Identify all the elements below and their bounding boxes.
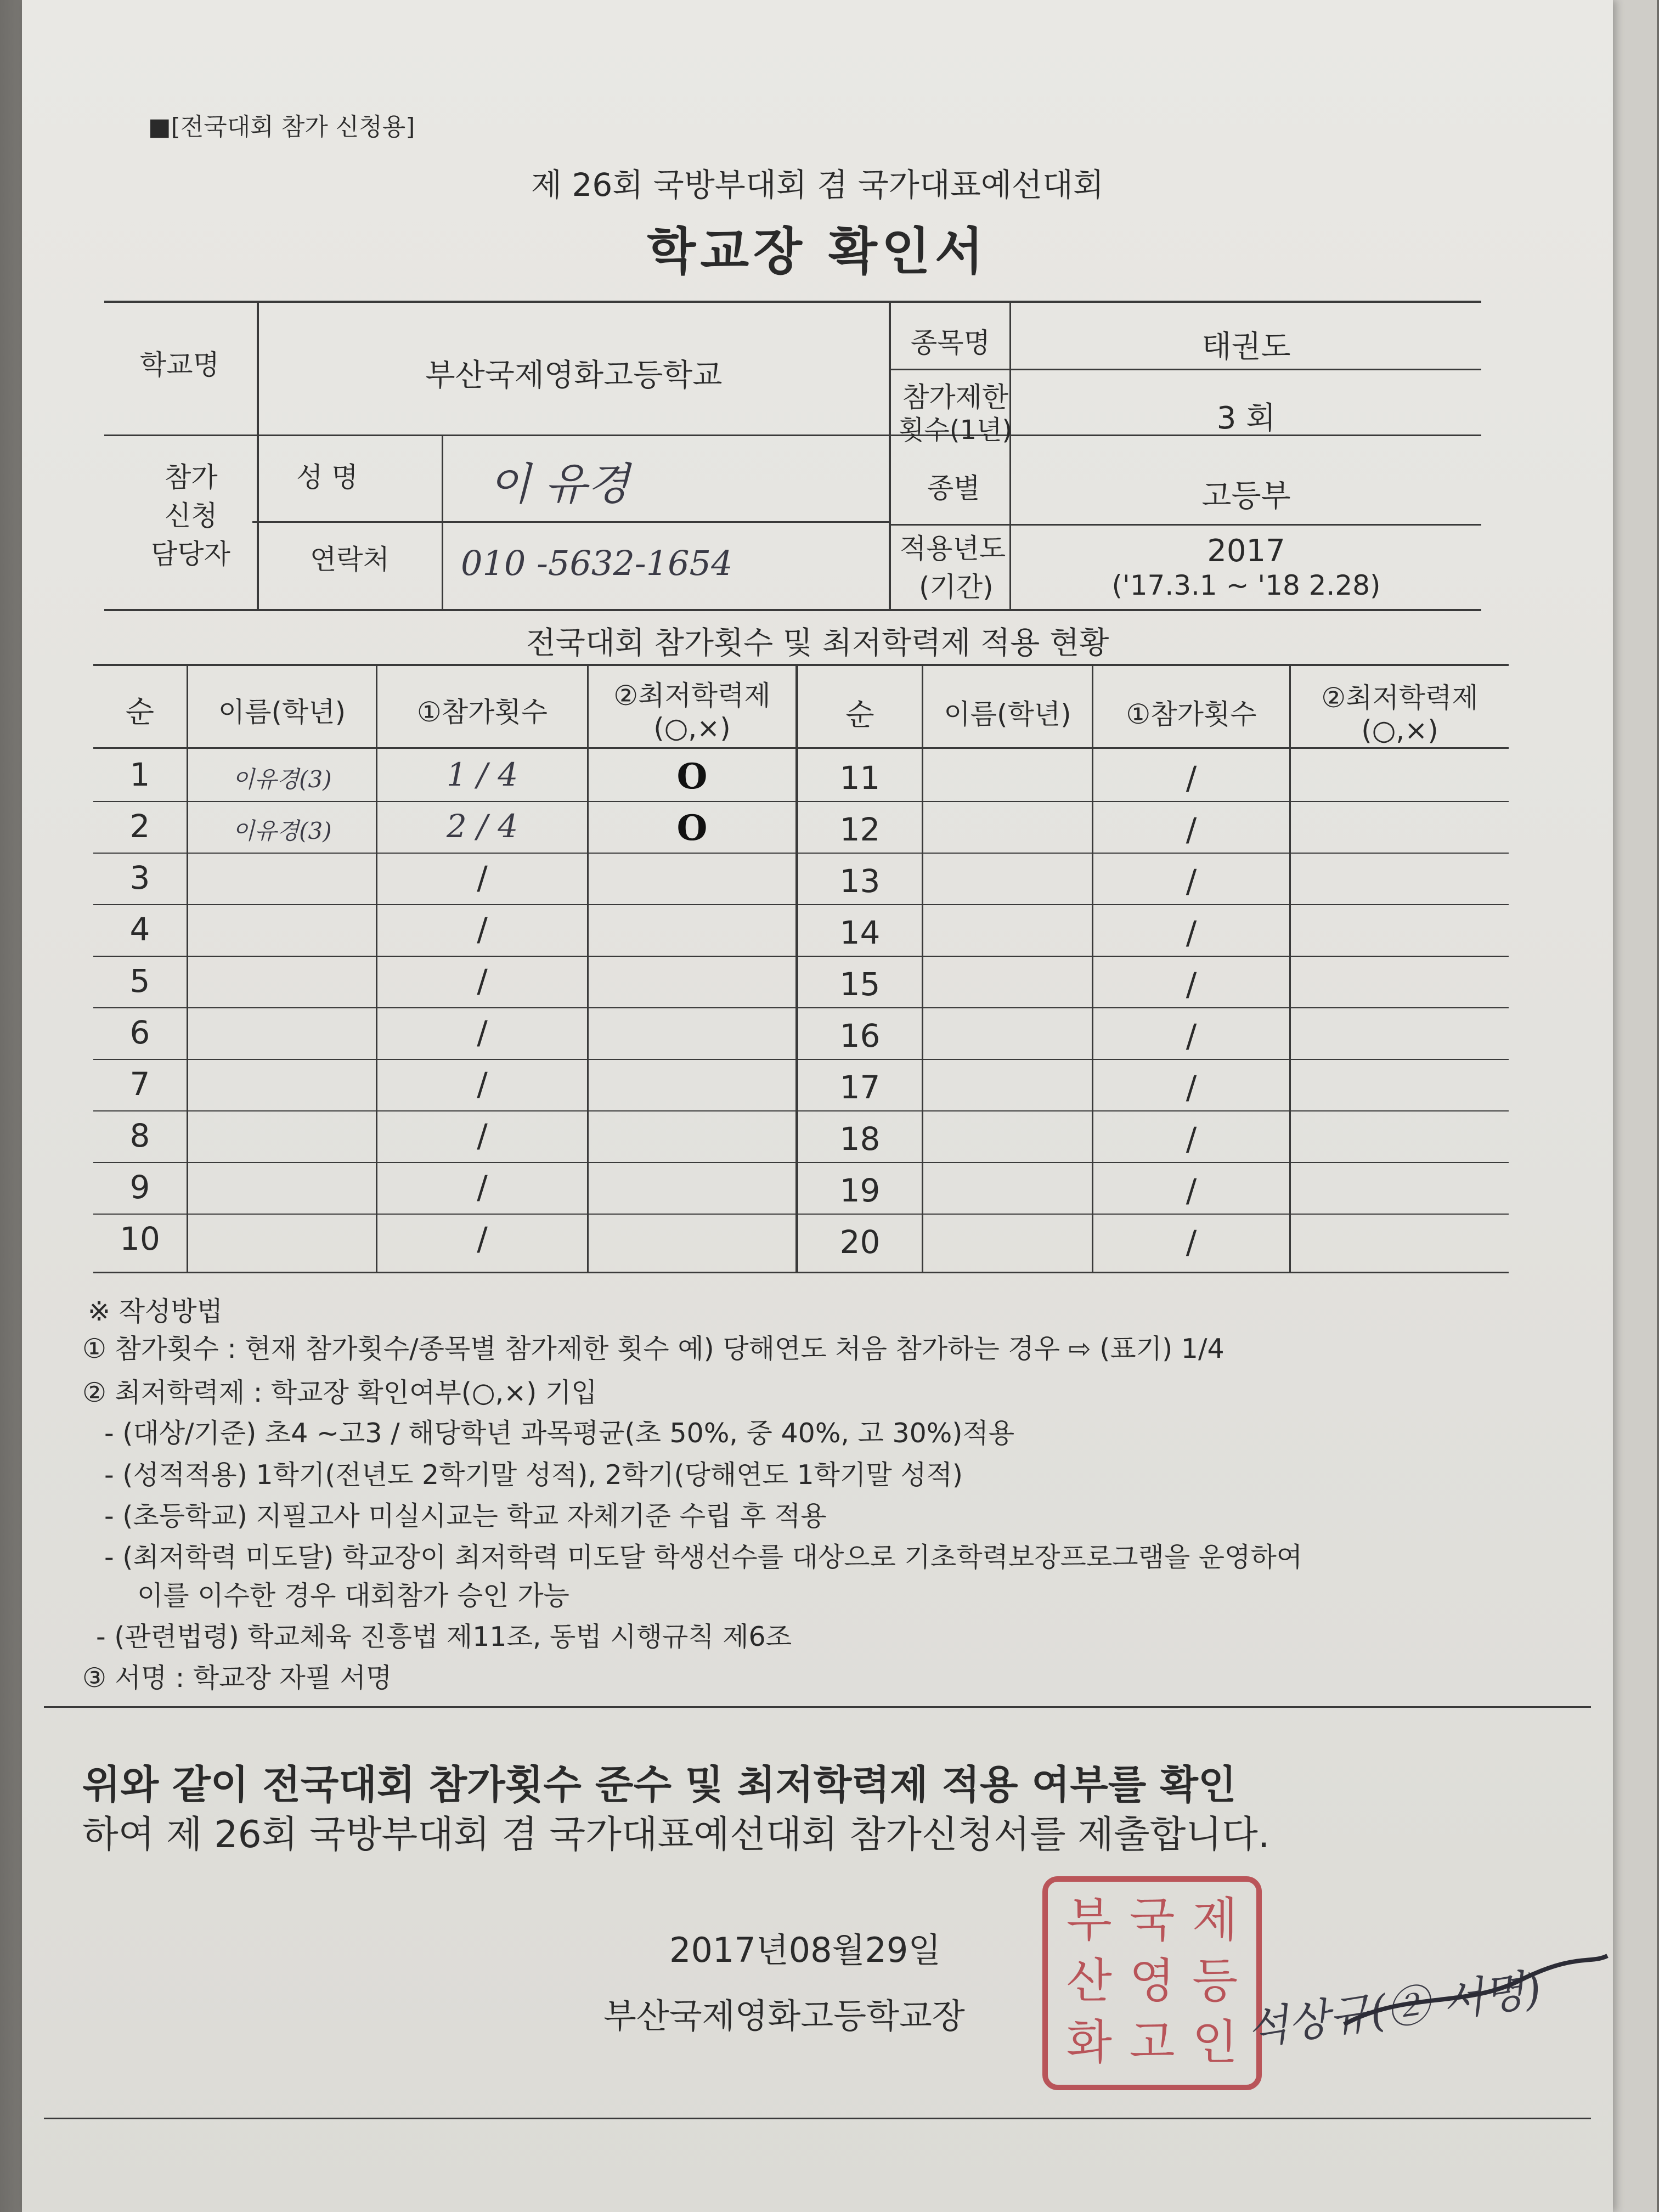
confirm-statement-line2: 하여 제 26회 국방부대회 겸 국가대표예선대회 참가신청서를 제출합니다.: [82, 1813, 1270, 1857]
row-number: 4: [129, 911, 150, 948]
row-number: 5: [129, 962, 150, 1000]
row-participation-count: /: [477, 1169, 488, 1206]
sport-value: 태권도: [1201, 329, 1291, 365]
contact-label-3: 담당자: [151, 538, 230, 570]
division-label: 종별: [927, 472, 980, 504]
year-period: ('17.3.1 ~ '18 2.28): [1111, 569, 1381, 601]
section-title: 전국대회 참가횟수 및 최저학력제 적용 현황: [526, 625, 1109, 661]
row-number: 8: [129, 1117, 150, 1154]
row-participation-count: 1 / 4: [446, 756, 518, 793]
note-2c: - (초등학교) 지필고사 미실시교는 학교 자체기준 수립 후 적용: [104, 1500, 827, 1532]
applicant-name: 이 유경: [488, 459, 630, 510]
event-title: 제 26회 국방부대회 겸 국가대표예선대회: [531, 166, 1104, 204]
limit-label-2: 횟수(1년): [899, 415, 1013, 445]
row-number: 18: [839, 1120, 881, 1158]
limit-value: 3 회: [1216, 400, 1276, 436]
row-participation-count: /: [1186, 759, 1197, 797]
row-number: 12: [839, 811, 881, 848]
header-name: 이름(학년): [944, 698, 1071, 730]
note-2: ② 최저학력제 : 학교장 확인여부(○,×) 기입: [82, 1377, 597, 1408]
year-label-1: 적용년도: [900, 533, 1006, 565]
row-number: 6: [129, 1014, 150, 1051]
row-number: 9: [129, 1169, 150, 1206]
row-participation-count: /: [1186, 1017, 1197, 1054]
header-no: 순: [125, 695, 155, 729]
row-participation-count: /: [477, 859, 488, 896]
row-participation-count: /: [477, 1220, 488, 1257]
header-min: ②최저학력제: [613, 680, 771, 712]
note-2e: - (관련법령) 학교체육 진흥법 제11조, 동법 시행규칙 제6조: [96, 1621, 792, 1652]
principal-label: 부산국제영화고등학교장: [603, 1996, 965, 2036]
row-participation-count: /: [477, 1014, 488, 1051]
seal-character: 화: [1066, 2015, 1112, 2070]
submission-date: 2017년08월29일: [669, 1930, 941, 1970]
row-participation-count: /: [1186, 811, 1197, 848]
note-3: ③ 서명 : 학교장 자필 서명: [82, 1662, 392, 1694]
row-number: 20: [839, 1223, 881, 1261]
row-number: 7: [129, 1065, 150, 1103]
name-label: 성 명: [296, 461, 358, 493]
row-number: 2: [129, 808, 150, 845]
note-2b: - (성적적용) 1학기(전년도 2학기말 성적), 2학기(당해연도 1학기말 성적): [104, 1459, 963, 1491]
seal-character: 국: [1129, 1893, 1175, 1948]
row-participation-count: /: [1186, 914, 1197, 951]
row-participation-count: /: [1186, 966, 1197, 1003]
seal-character: 영: [1129, 1954, 1175, 2009]
header-count: ①참가횟수: [1126, 698, 1257, 730]
form-tag: ■[전국대회 참가 신청용]: [148, 113, 415, 141]
note-2d: - (최저학력 미도달) 학교장이 최저학력 미도달 학생선수를 대상으로 기초학력보장프로그램을 운영하여: [104, 1542, 1303, 1573]
year-label-2: (기간): [919, 571, 994, 603]
row-number: 10: [120, 1220, 160, 1257]
row-name: 이유경(3): [232, 817, 332, 844]
row-number: 14: [839, 914, 881, 951]
note-2d-cont: 이를 이수한 경우 대회참가 승인 가능: [137, 1580, 569, 1611]
row-participation-count: /: [1186, 1223, 1197, 1261]
seal-character: 제: [1192, 1893, 1238, 1948]
row-participation-count: /: [1186, 862, 1197, 900]
school-label: 학교명: [140, 349, 219, 381]
header-min-ox: (○,×): [1361, 714, 1438, 746]
row-participation-count: 2 / 4: [446, 808, 518, 845]
principal-signature: 석상규(② 서명): [1244, 1964, 1545, 2055]
row-participation-count: /: [477, 1065, 488, 1103]
official-seal: [1042, 1876, 1262, 2090]
row-number: 15: [839, 966, 881, 1003]
division-value: 고등부: [1201, 478, 1291, 514]
header-no: 순: [845, 697, 874, 732]
row-participation-count: /: [477, 911, 488, 948]
school-value: 부산국제영화고등학교: [425, 358, 723, 393]
row-number: 3: [129, 859, 150, 896]
row-number: 16: [839, 1017, 881, 1054]
confirm-statement-line1: 위와 같이 전국대회 참가횟수 준수 및 최저학력제 적용 여부를 확인: [82, 1762, 1237, 1808]
year-value: 2017: [1207, 533, 1285, 569]
header-min-ox: (○,×): [653, 712, 731, 744]
row-min-academic: O: [676, 808, 708, 849]
limit-label-1: 참가제한: [902, 381, 1009, 413]
seal-character: 등: [1192, 1954, 1238, 2009]
document-title: 학교장 확인서: [647, 222, 988, 281]
row-number: 1: [129, 756, 150, 793]
phone-value: 010 -5632-1654: [461, 543, 733, 583]
row-participation-count: /: [1186, 1172, 1197, 1209]
seal-character: 인: [1192, 2015, 1238, 2070]
row-number: 13: [839, 862, 881, 900]
note-2a: - (대상/기준) 초4 ~고3 / 해당학년 과목평균(초 50%, 중 40%, 고 30%)적용: [104, 1418, 1015, 1449]
row-participation-count: /: [1186, 1069, 1197, 1106]
row-name: 이유경(3): [232, 766, 332, 793]
row-number: 19: [839, 1172, 881, 1209]
phone-label: 연락처: [310, 544, 390, 575]
row-min-academic: O: [676, 756, 708, 797]
row-participation-count: /: [477, 962, 488, 1000]
header-count: ①참가횟수: [416, 696, 548, 728]
row-participation-count: /: [477, 1117, 488, 1154]
note-1: ① 참가횟수 : 현재 참가횟수/종목별 참가제한 횟수 예) 당해연도 처음 참가하는 경우 ⇨ (표기) 1/4: [82, 1333, 1224, 1364]
contact-label-2: 신청: [165, 500, 218, 532]
header-min: ②최저학력제: [1321, 682, 1479, 714]
row-number: 17: [839, 1069, 881, 1106]
signature-stroke: [1339, 1942, 1613, 2052]
contact-label-1: 참가: [165, 461, 218, 493]
sport-label: 종목명: [911, 327, 990, 359]
notes-title: ※ 작성방법: [88, 1296, 223, 1327]
header-name: 이름(학년): [218, 696, 346, 728]
document-page: [22, 0, 1613, 2212]
seal-character: 산: [1066, 1954, 1112, 2009]
seal-character: 고: [1129, 2015, 1175, 2070]
seal-character: 부: [1066, 1893, 1112, 1948]
row-participation-count: /: [1186, 1120, 1197, 1158]
row-number: 11: [839, 759, 881, 797]
